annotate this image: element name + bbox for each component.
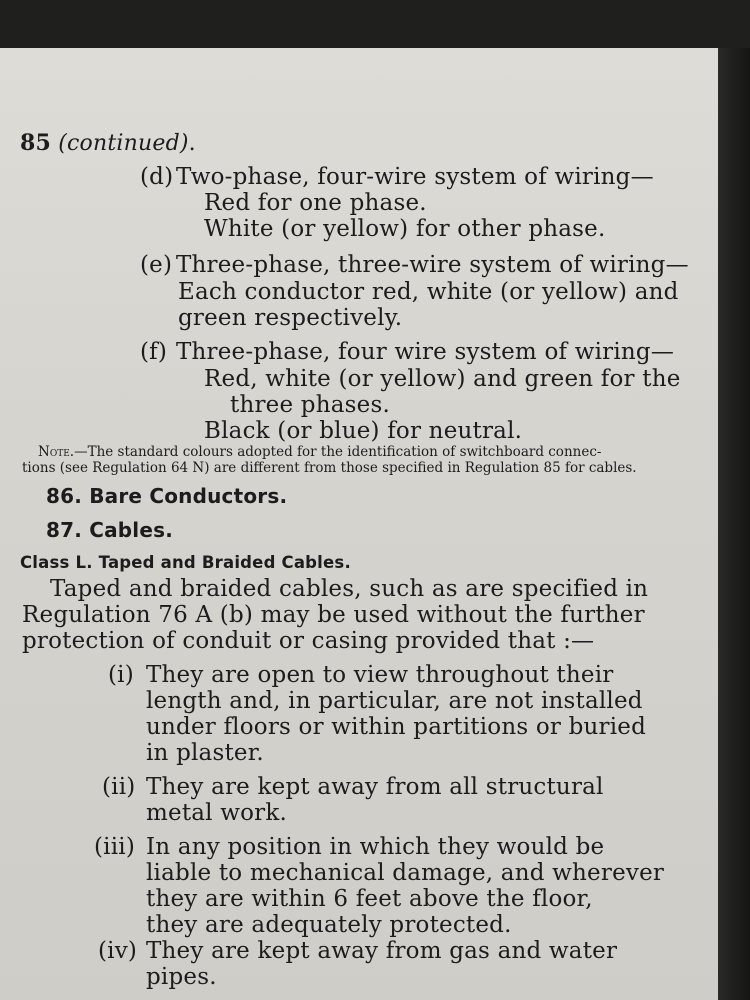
item-d-line: White (or yellow) for other phase. (204, 216, 606, 242)
paragraph-line: Taped and braided cables, such as are specified in (50, 576, 649, 602)
item-f (140, 339, 674, 365)
book-page (0, 48, 718, 1000)
section-number: 85 (20, 130, 52, 156)
item-iii-line: they are within 6 feet above the floor, (146, 886, 593, 912)
item-ii-line: metal work. (146, 800, 288, 826)
item-e-line: green respectively. (178, 305, 403, 331)
section-87-heading: 87. Cables. (46, 518, 174, 542)
item-iii (94, 834, 604, 860)
item-e (140, 252, 689, 278)
section-86-heading: 86. Bare Conductors. (46, 484, 288, 508)
item-d-label: (d) (140, 164, 174, 190)
item-iii-line: they are adequately protected. (146, 912, 512, 938)
item-iv (98, 938, 617, 964)
item-e-line: Each conductor red, white (or yellow) and (178, 279, 679, 305)
item-i (108, 662, 613, 688)
item-iii-label: (iii) (94, 834, 136, 860)
item-f-line: Red, white (or yellow) and green for the (204, 366, 681, 392)
item-iv-text: They are kept away from gas and water (146, 938, 618, 964)
item-iv-line: pipes. (146, 964, 217, 990)
item-d (140, 164, 654, 190)
item-iv-label: (iv) (98, 938, 138, 964)
item-d-line: Red for one phase. (204, 190, 427, 216)
item-e-text: Three-phase, three-wire system of wiring— (176, 252, 689, 278)
item-i-text: They are open to view throughout their (146, 662, 614, 688)
continued-label: (continued) (58, 131, 189, 156)
item-f-text: Three-phase, four wire system of wiring— (176, 339, 675, 365)
note-line: tions (see Regulation 64 N) are different from those specified in Regulation 85 for cables. (22, 460, 637, 476)
item-f-label: (f) (140, 339, 168, 365)
item-f-line: three phases. (230, 392, 390, 418)
paragraph-line: protection of conduit or casing provided that :— (22, 628, 595, 654)
item-iii-text: In any position in which they would be (146, 834, 605, 860)
item-ii-label: (ii) (102, 774, 136, 800)
item-e-label: (e) (140, 252, 173, 278)
item-i-label: (i) (108, 662, 134, 688)
paragraph-line: Regulation 76 A (b) may be used without the further (22, 602, 645, 628)
heading-period: . (188, 131, 196, 156)
item-iii-line: liable to mechanical damage, and wherever (146, 860, 665, 886)
item-i-line: length and, in particular, are not installed (146, 688, 643, 714)
section-85-heading (20, 130, 196, 156)
item-ii-text: They are kept away from all structural (146, 774, 604, 800)
book-edge (718, 48, 750, 1000)
item-f-line: Black (or blue) for neutral. (204, 418, 523, 444)
class-l-heading: Class L. Taped and Braided Cables. (20, 553, 351, 572)
item-d-text: Two-phase, four-wire system of wiring— (176, 164, 654, 190)
item-ii (102, 774, 604, 800)
note-text: —The standard colours adopted for the identification of switchboard connec- (74, 444, 602, 460)
item-i-line: under floors or within partitions or buried (146, 714, 647, 740)
note-word: Note. (38, 444, 75, 460)
item-i-line: in plaster. (146, 740, 264, 766)
note-line (38, 444, 601, 460)
